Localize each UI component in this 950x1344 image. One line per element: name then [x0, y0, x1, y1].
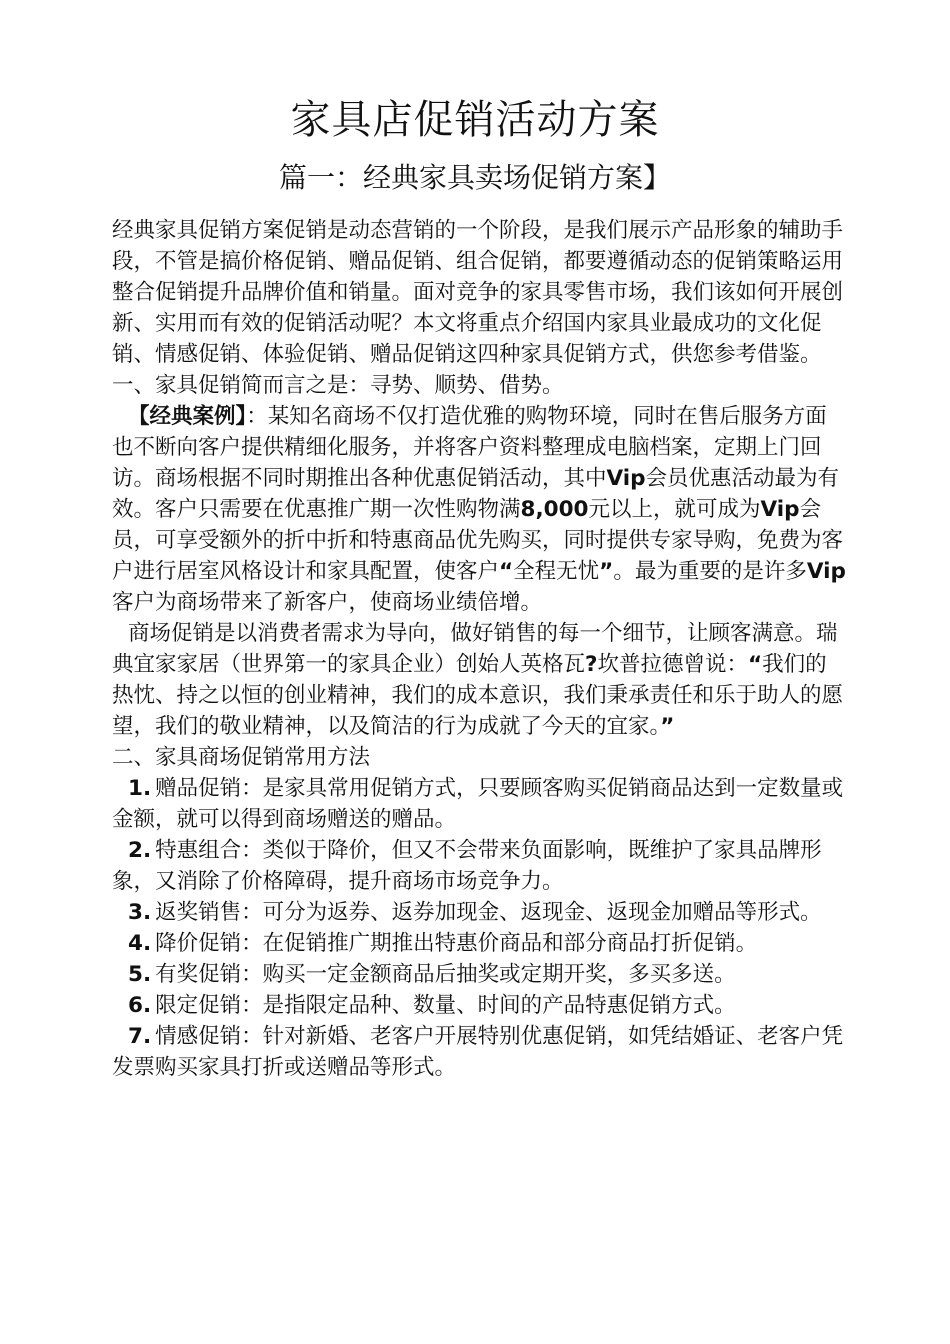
- ikea-quote-close: ”: [660, 714, 675, 739]
- ikea-paragraph: [112, 618, 847, 742]
- method-item-2: [112, 835, 847, 897]
- method-text: 返奖销售：可分为返券、返券加现金、返现金、返现金加赠品等形式。: [155, 900, 822, 925]
- method-item-7: [112, 1021, 847, 1083]
- method-text: 情感促销：针对新婚、老客户开展特别优惠促销，如凭结婚证、老客户凭发票购买家具打折或送赠品等形式。: [112, 1024, 844, 1080]
- vip-term-2: Vip: [760, 497, 800, 522]
- intro-paragraph: 经典家具促销方案促销是动态营销的一个阶段，是我们展示产品形象的辅助手段，不管是搞价格促销、赠品促销、组合促销，都要遵循动态的促销策略运用整合促销提升品牌价值和销量。面对竞争的家具零售市场，我们该如何开展创新、实用而有效的促销活动呢？本文将重点介绍国内家具业最成功的文化促销、情感促销、体验促销、赠品促销这四种家具促销方式，供您参考借鉴。: [112, 218, 844, 367]
- method-number: 3.: [128, 900, 152, 925]
- case-text-b: 会员优惠活动最为有效。客户只需要在优惠推广期一次性购物满: [112, 466, 840, 522]
- method-number: 6.: [128, 993, 152, 1018]
- method-number: 1.: [128, 776, 152, 801]
- method-text: 特惠组合：类似于降价，但又不会带来负面影响，既维护了家具品牌形象，又消除了价格障碍，提升商场市场竞争力。: [112, 838, 822, 894]
- method-text: 限定促销：是指限定品种、数量、时间的产品特惠促销方式。: [155, 993, 736, 1018]
- quote-close-mark: ”: [599, 559, 614, 584]
- quote-text: 全程无忧: [513, 559, 600, 584]
- ikea-question-mark: ?: [585, 652, 598, 677]
- method-number: 2.: [128, 838, 152, 863]
- method-item-1: [112, 773, 847, 835]
- quote-open-mark: “: [499, 559, 514, 584]
- vip-term-3: Vip: [806, 559, 846, 584]
- case-paragraph: [112, 401, 847, 618]
- case-text-a: ：某知名商场不仅打造优雅的购物环境，同时在售后服务方面也不断向客户提供精细化服务，并将客户资料整理成电脑档案，定期上门回访。商场根据不同时期推出各种优惠促销活动，其中: [112, 404, 827, 491]
- method-item-3: [112, 897, 847, 928]
- case-label: 【经典案例】: [128, 404, 247, 429]
- document-body: [112, 215, 847, 1083]
- vip-term-1: Vip: [606, 466, 646, 491]
- case-text-f: 客户为商场带来了新客户，使商场业绩倍增。: [112, 590, 543, 615]
- document-title: 家具店促销活动方案: [290, 97, 660, 143]
- method-text: 赠品促销：是家具常用促销方式，只要顾客购买促销商品达到一定数量或金额，就可以得到商场赠送的赠品。: [112, 776, 844, 832]
- ikea-text-a: 商场促销是以消费者需求为导向，做好销售的每一个细节，让顾客满意。瑞典宜家家居（世界第一的家具企业）创始人英格瓦: [112, 621, 838, 677]
- method-item-6: [112, 990, 847, 1021]
- ikea-quote-open: “: [748, 652, 763, 677]
- method-text: 有奖促销：购买一定金额商品后抽奖或定期开奖，多买多送。: [155, 962, 736, 987]
- method-text: 降价促销：在促销推广期推出特惠价商品和部分商品打折促销。: [155, 931, 758, 956]
- case-text-d: 会员，可享受额外的折中折和特惠商品优先购买，同时提供专家导购，免费为客户进行居室风格设计和家具配置，使客户: [112, 497, 844, 584]
- method-item-4: [112, 928, 847, 959]
- method-number: 4.: [128, 931, 152, 956]
- case-text-c: 元以上，就可成为: [588, 497, 761, 522]
- section-heading-2: 二、家具商场促销常用方法: [112, 745, 371, 770]
- document-subtitle: 篇一：经典家具卖场促销方案】: [278, 161, 671, 194]
- case-text-e: 。最为重要的是许多: [613, 559, 807, 584]
- method-number: 5.: [128, 962, 152, 987]
- method-number: 7.: [128, 1024, 152, 1049]
- amount-value: 8,000: [520, 497, 589, 522]
- ikea-text-c: 我们的热忱、持之以恒的创业精神，我们的成本意识，我们秉承责任和乐于助人的愿望，我们的敬业精神，以及简洁的行为成就了今天的宜家。: [112, 652, 844, 739]
- ikea-text-b: 坎普拉德曾说：: [597, 652, 749, 677]
- method-item-5: [112, 959, 847, 990]
- section-heading-1: 一、家具促销简而言之是：寻势、顺势、借势。: [112, 373, 564, 398]
